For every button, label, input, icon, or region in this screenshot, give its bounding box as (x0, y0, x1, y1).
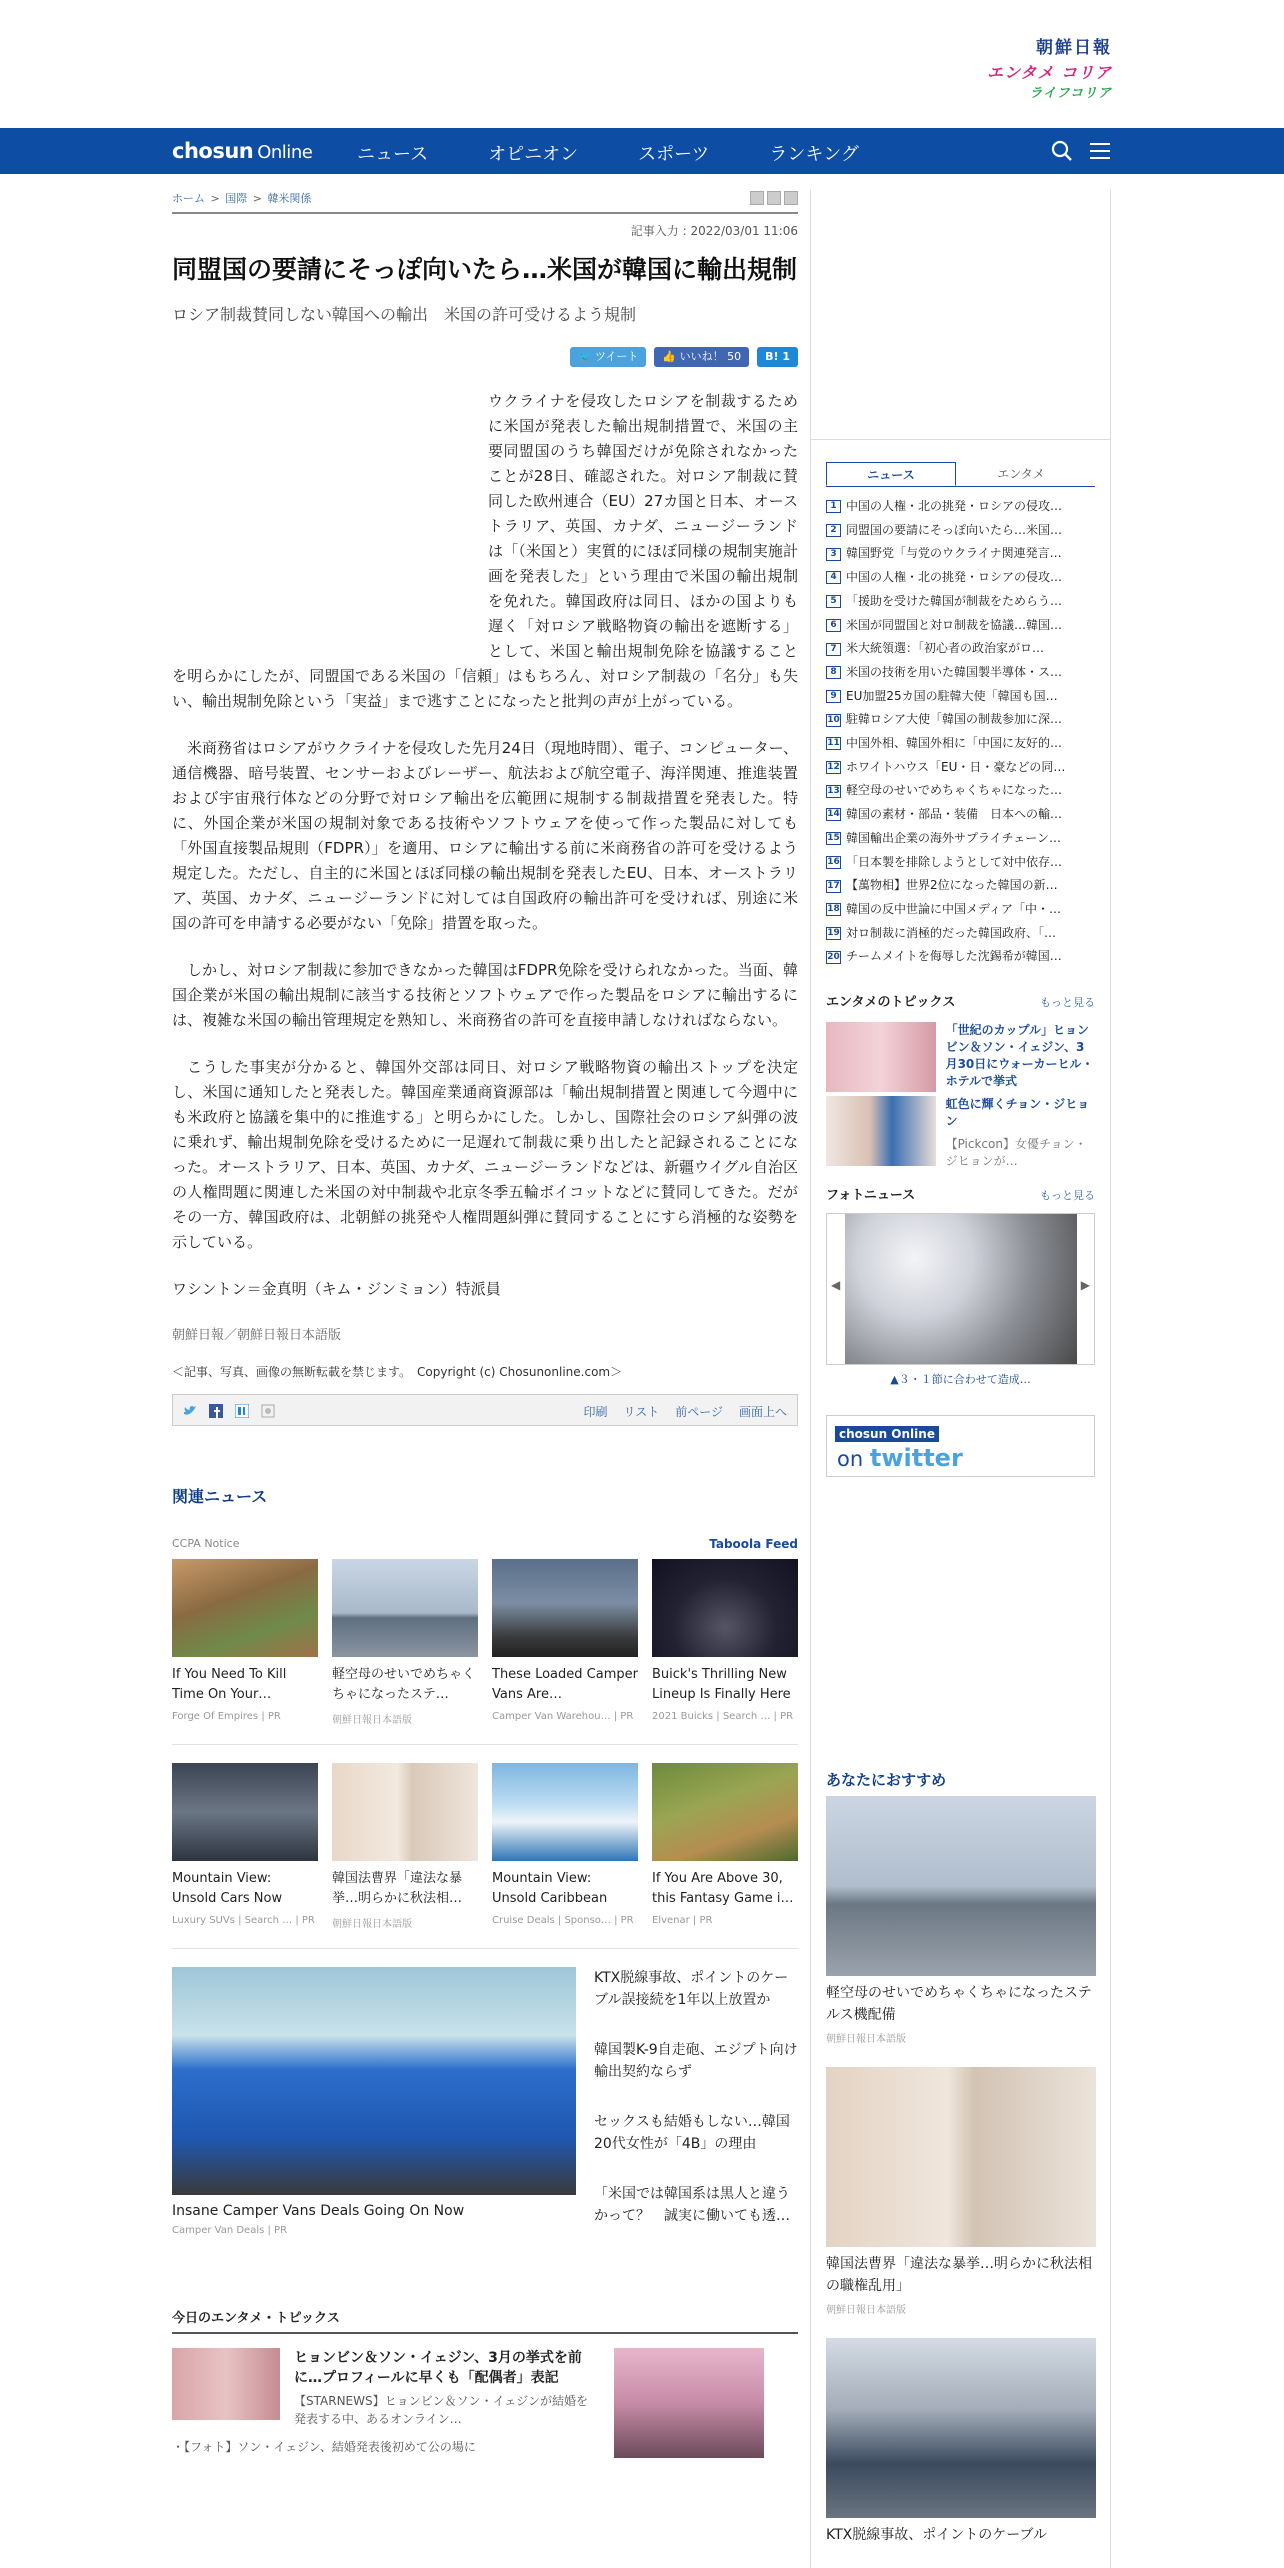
ranking-item[interactable]: 5 「援助を受けた韓国が制裁をためらう… (826, 590, 1095, 614)
twitter-icon[interactable] (183, 1403, 197, 1417)
search-icon[interactable] (1050, 139, 1074, 163)
chevron-left-icon[interactable]: ◀ (831, 1278, 841, 1293)
entertainment-link[interactable]: ・【フォト】ソン・イェジン、結婚発表後初めて公の場に (172, 2440, 476, 2454)
twitter-bird-icon: 🐦 (577, 350, 595, 363)
list-link[interactable]: リスト (623, 1405, 660, 1419)
thumbnail[interactable] (172, 1967, 576, 2195)
related-card[interactable]: 軽空母のせいでめちゃくちゃになったステ… 朝鮮日報日本語版 (332, 1559, 478, 1726)
photo-carousel (826, 1213, 1095, 1365)
ad-space (811, 190, 1110, 440)
thumbnail[interactable] (614, 2348, 764, 2458)
facebook-icon[interactable] (209, 1403, 223, 1417)
thumbnail[interactable] (332, 1559, 478, 1657)
related-news-title: 関連ニュース (172, 1487, 268, 1506)
mixi-icon[interactable] (261, 1403, 275, 1417)
related-list-item[interactable]: セックスも結婚もしない…韓国20代女性が「4B」の理由 (594, 2114, 790, 2152)
ranking-item[interactable]: 18 韓国の反中世論に中国メディア「中・… (827, 901, 1062, 916)
ranking-item[interactable]: 12 ホワイトハウス「EU・日・豪などの同… (827, 759, 1066, 774)
thumbnail[interactable] (172, 2348, 280, 2420)
related-card[interactable]: Mountain View: Unsold Caribbean Cruise Deals | Sponso… | PR (492, 1763, 638, 1930)
brand-entame-korea[interactable]: エンタメ コリア (987, 63, 1112, 82)
ranking-item[interactable]: 19 対ロ制裁に消極的だった韓国政府、「… (827, 925, 1057, 940)
brand-life-korea[interactable]: ライフコリア (1029, 86, 1112, 101)
related-card[interactable]: Buick's Thrilling New Lineup Is Finally Here 2021 Buicks | Search … | PR (652, 1559, 798, 1726)
thumbnail[interactable] (492, 1763, 638, 1861)
nav-sports[interactable]: スポーツ (638, 144, 710, 165)
ranking-list (826, 495, 1095, 969)
article-date: 記事入力 : 2022/03/01 11:06 (630, 224, 798, 238)
ranking-item[interactable]: 2 同盟国の要請にそっぽ向いたら…米国… (826, 519, 1095, 543)
thumbs-up-icon: 👍 (662, 350, 680, 363)
breadcrumb-korea-us[interactable]: 韓米関係 (267, 192, 312, 205)
photo-more-link[interactable]: もっと見る (1040, 1189, 1095, 1203)
thumbnail[interactable] (652, 1763, 798, 1861)
font-size-tools (750, 191, 798, 205)
article-column (172, 174, 798, 2455)
nav-menu (357, 140, 919, 166)
ranking-item[interactable]: 4 中国の人権・北の挑発・ロシアの侵攻… (826, 566, 1095, 590)
article-paragraph: こうした事実が分かると、韓国外交部は同日、対ロシア戦略物資の輸出ストップを決定し、米国に通知したと発表した。韓国産業通商資源部は「輸出規制措置と関連して今週中にも米政府と協議を集中的に推進する」と明らかにした。しかし、国際社会のロシア糾弾の波に乗れず、輸出規制免除を受けるために一足遅れて制裁に乗り出したと記録されることになった。オーストラリア、日本、英国、カナダ、ニュージーランドなどは、新疆ウイグル自治区の人権問題に関連した米国の対中制裁や北京冬季五輪ボイコットなどに賛同してきた。だがその一方、韓国政府は、北朝鮮の挑発や人権問題糾弾に賛同することにすら消極的な姿勢を示している。 (172, 1058, 798, 1251)
recommended-card[interactable]: 韓国法曹界「違法な暴挙…明らかに秋法相の職権乱用」 朝鮮日報日本語版 (826, 2067, 1095, 2316)
brand-chosun-ilbo[interactable]: 朝鮮日報 (1036, 38, 1112, 58)
ranking-item[interactable]: 3 韓国野党「与党のウクライナ関連発言… (826, 542, 1095, 566)
nav-ranking[interactable]: ランキング (769, 144, 859, 165)
article-body (172, 389, 798, 1302)
ccpa-notice-link[interactable]: CCPA Notice (172, 1537, 240, 1550)
chevron-right-icon[interactable]: ▶ (1080, 1278, 1090, 1293)
related-list-item[interactable]: 「米国では韓国系は黒人と違うかって？ 誠実に働いても透… (594, 2186, 790, 2224)
photo-news-title: フォトニュース (826, 1188, 916, 1204)
related-list-item[interactable]: 韓国製K-9自走砲、エジプト向け輸出契約ならず (594, 2042, 798, 2080)
hatena-bookmark-button[interactable]: B! 1 (757, 347, 798, 367)
article-title: 同盟国の要請にそっぽ向いたら…米国が韓国に輸出規制 (172, 255, 798, 284)
brand-links (987, 40, 1112, 100)
related-list-item[interactable]: KTX脱線事故、ポイントのケーブル誤接続を1年以上放置か (594, 1970, 789, 2008)
entame-topics-title: エンタメのトピックス (826, 995, 956, 1011)
nav-news[interactable]: ニュース (357, 144, 429, 165)
related-feature-row (172, 1967, 798, 2255)
thumbnail[interactable] (826, 2067, 1096, 2247)
ranking-item[interactable]: 11 中国外相、韓国外相に「中国に友好的… (827, 736, 1063, 751)
breadcrumb-international[interactable]: 国際 (225, 192, 248, 205)
ranking-item[interactable]: 13 軽空母のせいでめちゃくちゃになった… (827, 783, 1063, 798)
font-small-icon[interactable] (750, 191, 764, 205)
ranking-item[interactable]: 17 【萬物相】世界2位になった韓国の新… (827, 878, 1058, 893)
thumbnail[interactable] (172, 1559, 318, 1657)
photo-image[interactable] (845, 1214, 1077, 1364)
related-card[interactable]: Mountain View: Unsold Cars Now Luxury SUVs | Search … | PR (172, 1763, 318, 1930)
article-source: 朝鮮日報／朝鮮日報日本語版 (172, 1328, 342, 1343)
thumbnail[interactable] (826, 2338, 1096, 2518)
prev-page-link[interactable]: 前ページ (675, 1405, 723, 1419)
site-logo[interactable]: chosun Online (172, 139, 313, 163)
related-row (172, 1559, 798, 1726)
thumbnail[interactable] (826, 1022, 936, 1092)
recommended-card[interactable]: 軽空母のせいでめちゃくちゃになったステルス機配備 朝鮮日報日本語版 (826, 1796, 1095, 2045)
page-top-link[interactable]: 画面上へ (738, 1405, 787, 1419)
article-subtitle: ロシア制裁賛同しない韓国への輸出 米国の許可受けるよう規制 (172, 305, 637, 324)
thumbnail[interactable] (332, 1763, 478, 1861)
print-link[interactable]: 印刷 (583, 1405, 608, 1419)
tweet-button[interactable]: 🐦 ツイート (570, 347, 647, 367)
ranking-item[interactable]: 15 韓国輸出企業の海外サプライチェーン… (827, 830, 1062, 845)
related-card[interactable]: If You Are Above 30, this Fantasy Game i… Elvenar | PR (652, 1763, 798, 1930)
recommended-title: あなたにおすすめ (826, 1771, 947, 1790)
ranking-item[interactable]: 20 チームメイトを侮辱した沈錫希が韓国… (827, 949, 1062, 964)
article-paragraph: ウクライナを侵攻したロシアを制裁するために米国が発表した輸出規制措置で、米国の主要同盟国のうち韓国だけが免除されなかったことが28日、確認された。対ロシア制裁に賛同した欧州連合（EU）27カ国と日本、オーストラリア、英国、カナダ、ニュージーランドは「（米国と）実質的にほぼ同様の規制実施計画を発表した」という理由で米国の輸出規制を免れた。韓国政府は同日、ほかの国よりも遅く「対ロシア戦略物資の輸出を遮断する」として、米国と輸出規制免除を協議することを明らかにしたが、同盟国である米国の「信頼」はもちろん、対ロシア制裁の「名分」も失い、輸出規制免除という「実益」まで逃すことになったと批判の声が上がっている。 (172, 392, 798, 710)
font-large-icon[interactable] (767, 191, 781, 205)
thumbnail[interactable] (652, 1559, 798, 1657)
article-paragraph: 米商務省はロシアがウクライナを侵攻した先月24日（現地時間）、電子、コンピューター、通信機器、暗号装置、センサーおよびレーザー、航法および航空電子、海洋関連、推進装置および宇宙飛行体などの分野で対ロシア輸出を広範囲に規制する制裁措置を発表した。特に、外国企業が米国の規制対象である技術やソフトウェアを使って作った製品に対しても「外国直接製品規則（FDPR）」を適用、ロシアに輸出する前に米商務省の許可を受けるよう規定した。ただし、自主的に米国とほぼ同様の輸出規制を発表したEU、日本、オーストラリア、英国、カナダ、ニュージーランドに対しては自国政府の輸出許可を受ければ、別途に米国の許可を申請する必要がない「免除」措置を取った。 (172, 739, 798, 932)
social-buttons (172, 347, 798, 367)
thumbnail[interactable] (826, 1096, 936, 1166)
ranking-item[interactable]: 1 中国の人権・北の挑発・ロシアの侵攻… (826, 495, 1095, 519)
article-paragraph: しかし、対ロシア制裁に参加できなかった韓国はFDPR免除を受けられなかった。当面、韓国企業が米国の輸出規制に該当する技術とソフトウェアで作った製品をロシアに輸出するには、複雑な米国の輸出管理規定を熟知し、米商務省の許可を直接申請しなければならない。 (172, 961, 798, 1029)
nav-opinion[interactable]: オピニオン (488, 144, 579, 165)
main-nav (0, 128, 1284, 174)
sidebar (810, 190, 1111, 2568)
topic-item[interactable]: 虹色に輝くチョン・ジヒョン 【Pickcon】女優チョン・ジヒョンが… (826, 1096, 1095, 1170)
thumbnail[interactable] (172, 1763, 318, 1861)
related-feature-card[interactable]: Insane Camper Vans Deals Going On Now Camper Van Deals | PR (172, 1967, 576, 2255)
facebook-like-button[interactable]: 👍 いいね！ 50 (654, 347, 749, 367)
recommended-card[interactable]: KTX脱線事故、ポイントのケーブル (826, 2338, 1095, 2546)
twitter-banner[interactable]: chosun Online on twitter (826, 1415, 1095, 1477)
entame-more-link[interactable]: もっと見る (1040, 996, 1095, 1010)
share-bar (172, 1394, 798, 1426)
ranking-item[interactable]: 9 EU加盟25カ国の駐韓大使「韓国も国… (826, 685, 1095, 709)
copyright: ＜記事、写真、画像の無断転載を禁じます。 Copyright (c) Chosunonline.com＞ (172, 1365, 623, 1379)
ranking-item[interactable]: 6 米国が同盟国と対ロ制裁を協議…韓国… (826, 614, 1095, 638)
related-card[interactable]: These Loaded Camper Vans Are… Camper Van Warehou… | PR (492, 1559, 638, 1726)
taboola-feed-logo[interactable]: Taboola Feed (709, 1537, 798, 1551)
today-entertainment-title: 今日のエンタメ・トピックス (172, 2307, 798, 2334)
breadcrumb: ホーム > 国際 > 韓米関係 (172, 192, 312, 205)
related-card[interactable]: If You Need To Kill Time On Your… Forge Of Empires | PR (172, 1559, 318, 1726)
print-icon[interactable] (784, 191, 798, 205)
ranking-item[interactable]: 10 駐韓ロシア大使「韓国の制裁参加に深… (827, 712, 1063, 727)
byline: ワシントン＝金真明（キム・ジンミョン）特派員 (172, 1280, 501, 1298)
thumbnail[interactable] (826, 1796, 1096, 1976)
ranking-item[interactable]: 8 米国の技術を用いた韓国製半導体・ス… (826, 661, 1095, 685)
ranking-item[interactable]: 16 「日本製を排除しようとして対中依存… (827, 854, 1063, 869)
hamburger-menu-icon[interactable] (1088, 139, 1112, 163)
entertainment-item[interactable]: ヒョンビン＆ソン・イェジン、3月の挙式を前に…プロフィールに早くも「配偶者」表記 【STARNEWS】ヒョンビン＆ソン・イェジンが結婚を発表する中、あるオンライン… (172, 2348, 798, 2458)
related-card[interactable]: 韓国法曹界「違法な暴挙…明らかに秋法相… 朝鮮日報日本語版 (332, 1763, 478, 1930)
hatena-icon[interactable] (235, 1403, 249, 1417)
ranking-tabs (826, 462, 1095, 487)
breadcrumb-home[interactable]: ホーム (172, 192, 205, 205)
thumbnail[interactable] (492, 1559, 638, 1657)
ranking-item[interactable]: 14 韓国の素材・部品・装備 日本への輸… (827, 807, 1063, 822)
topic-item[interactable]: 「世紀のカップル」ヒョンビン＆ソン・イェジン、3月30日にウォーカーヒル・ホテルで挙式 (826, 1022, 1095, 1092)
tab-news[interactable]: ニュース (826, 462, 956, 486)
ranking-item[interactable]: 7 米大統領選：「初心者の政治家がロ… (826, 637, 1095, 661)
tab-entame[interactable]: エンタメ (997, 467, 1045, 481)
photo-caption[interactable]: ▲３・１節に合わせて造成… (890, 1373, 1031, 1387)
related-row (172, 1763, 798, 1930)
